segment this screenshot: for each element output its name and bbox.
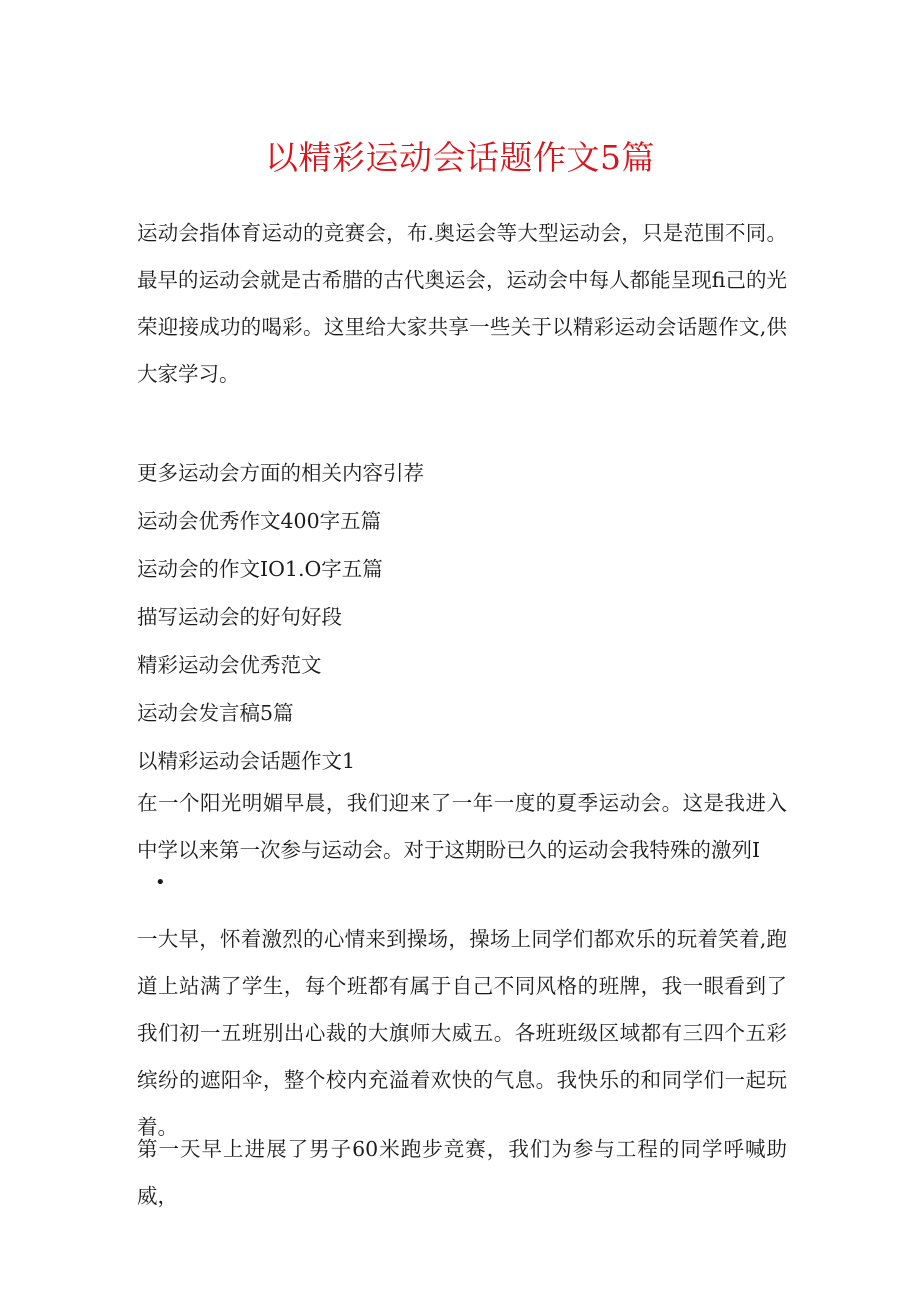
essay-paragraph-3: 第一天早上进展了男子60米跑步竞赛，我们为参与工程的同学呼喊助威，	[137, 1137, 787, 1208]
essay-paragraph-2: 一大早，怀着激烈的心情来到操场，操场上同学们都欢乐的玩着笑着,跑道上站满了学生，每个班都有属于自己不同风格的班牌，我一眼看到了我们初一五班别出心裁的大旗师大威五。各班班级区域都有三四个五彩缤纷的遮阳伞，整个校内充溢着欢快的气息。我快乐的和同学们一起玩着。	[137, 927, 787, 1139]
section-heading: 以精彩运动会话题作文1	[137, 749, 356, 773]
intro-paragraph: 运动会指体育运动的竞赛会，布.奥运会等大型运动会，只是范围不同。最早的运动会就是古希腊的古代奥运会，运动会中每人都能呈现fi己的光荣迎接成功的喝彩。这里给大家共享一些关于以精彩运动会话题作文,供大家学习。	[137, 221, 787, 386]
recommend-link-4[interactable]: 精彩运动会优秀范文	[137, 653, 322, 677]
bullet-marker: •	[155, 872, 166, 893]
recommend-link-1[interactable]: 运动会优秀作文400字五篇	[137, 509, 382, 533]
recommend-heading: 更多运动会方面的相关内容引荐	[137, 461, 424, 485]
document-title: 以精彩运动会话题作文5篇	[265, 138, 655, 177]
recommend-link-3[interactable]: 描写运动会的好句好段	[137, 605, 342, 629]
recommend-link-2[interactable]: 运动会的作文IO1.O字五篇	[137, 557, 383, 581]
essay-paragraph-1: 在一个阳光明媚早晨，我们迎来了一年一度的夏季运动会。这是我进入中学以来第一次参与运动会。对于这期盼已久的运动会我特殊的激列I	[137, 791, 787, 862]
recommend-link-5[interactable]: 运动会发言稿5篇	[137, 701, 294, 725]
